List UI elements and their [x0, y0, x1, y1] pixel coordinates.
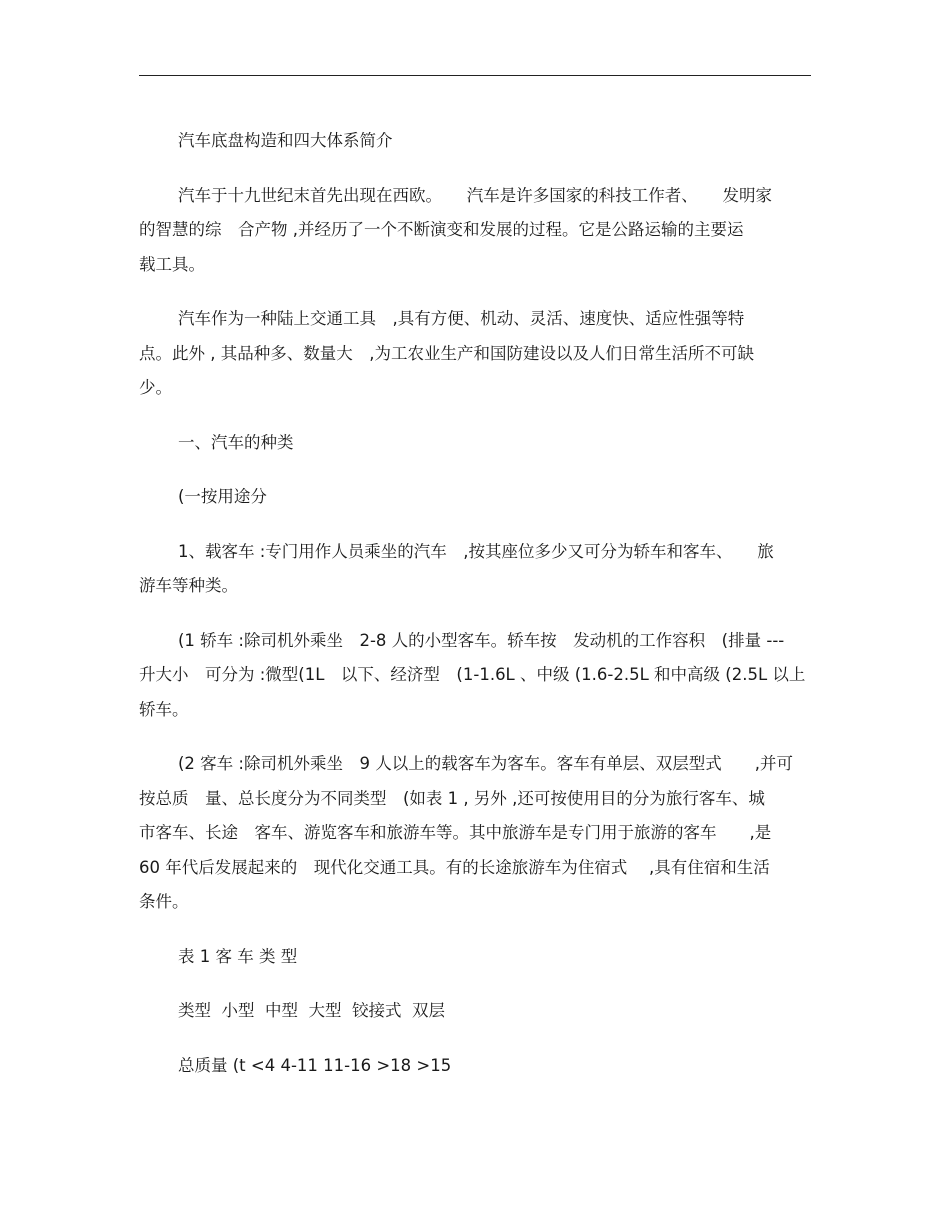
- subsection-heading: (一按用途分: [178, 487, 267, 506]
- paragraph-line: 的智慧的综 合产物 ,并经历了一个不断演变和发展的过程。它是公路运输的主要运: [139, 220, 744, 239]
- paragraph-line: 汽车于十九世纪末首先出现在西欧。 汽车是许多国家的科技工作者、 发明家: [178, 185, 772, 205]
- paragraph-line: 游车等种类。: [139, 576, 238, 595]
- paragraph-line: (2 客车 :除司机外乘坐 9 人以上的载客车为客车。客车有单层、双层型式 ,并可: [178, 754, 793, 773]
- paragraph-line: 按总质 量、总长度分为不同类型 (如表 1 , 另外 ,还可按使用目的分为旅行客车、城: [139, 788, 765, 808]
- paragraph-line: 市客车、长途 客车、游览客车和旅游车等。其中旅游车是专门用于旅游的客车 ,是: [139, 823, 772, 842]
- header-rule: [139, 75, 811, 76]
- section-heading: 一、汽车的种类: [178, 432, 294, 452]
- paragraph-line: (1 轿车 :除司机外乘坐 2-8 人的小型客车。轿车按 发动机的工作容积 (排量 ---: [178, 630, 785, 650]
- paragraph-line: 条件。: [139, 892, 189, 911]
- table-mass-row: 总质量 (t <4 4-11 11-16 >18 >15: [178, 1055, 452, 1075]
- document-body: [139, 124, 811, 1103]
- paragraph-sedan: [139, 624, 811, 728]
- paragraph-line: 点。此外 , 其品种多、数量大 ,为工农业生产和国防建设以及人们日常生活所不可缺: [139, 343, 754, 363]
- paragraph-line: 1、载客车 :专门用作人员乘坐的汽车 ,按其座位多少又可分为轿车和客车、 旅: [178, 541, 774, 561]
- paragraph-bus: [139, 747, 811, 920]
- paragraph-passenger-vehicle: [139, 535, 811, 604]
- paragraph-line: 载工具。: [139, 254, 205, 274]
- table-caption: 表 1 客 车 类 型: [178, 946, 298, 966]
- paragraph-line: 汽车作为一种陆上交通工具 ,具有方便、机动、灵活、速度快、适应性强等特: [178, 309, 745, 328]
- document-title: 汽车底盘构造和四大体系简介: [178, 131, 393, 150]
- paragraph-origin: [139, 179, 811, 283]
- paragraph-line: 轿车。: [139, 699, 189, 719]
- paragraph-line: 60 年代后发展起来的 现代化交通工具。有的长途旅游车为住宿式 ,具有住宿和生活: [139, 857, 770, 877]
- paragraph-features: [139, 302, 811, 406]
- table-header-row: 类型 小型 中型 大型 铰接式 双层: [178, 1001, 445, 1020]
- paragraph-line: 升大小 可分为 :微型(1L 以下、经济型 (1-1.6L 、中级 (1.6-2.5L 和中高级 (2.5L 以上: [139, 665, 806, 684]
- paragraph-line: 少。: [139, 378, 172, 397]
